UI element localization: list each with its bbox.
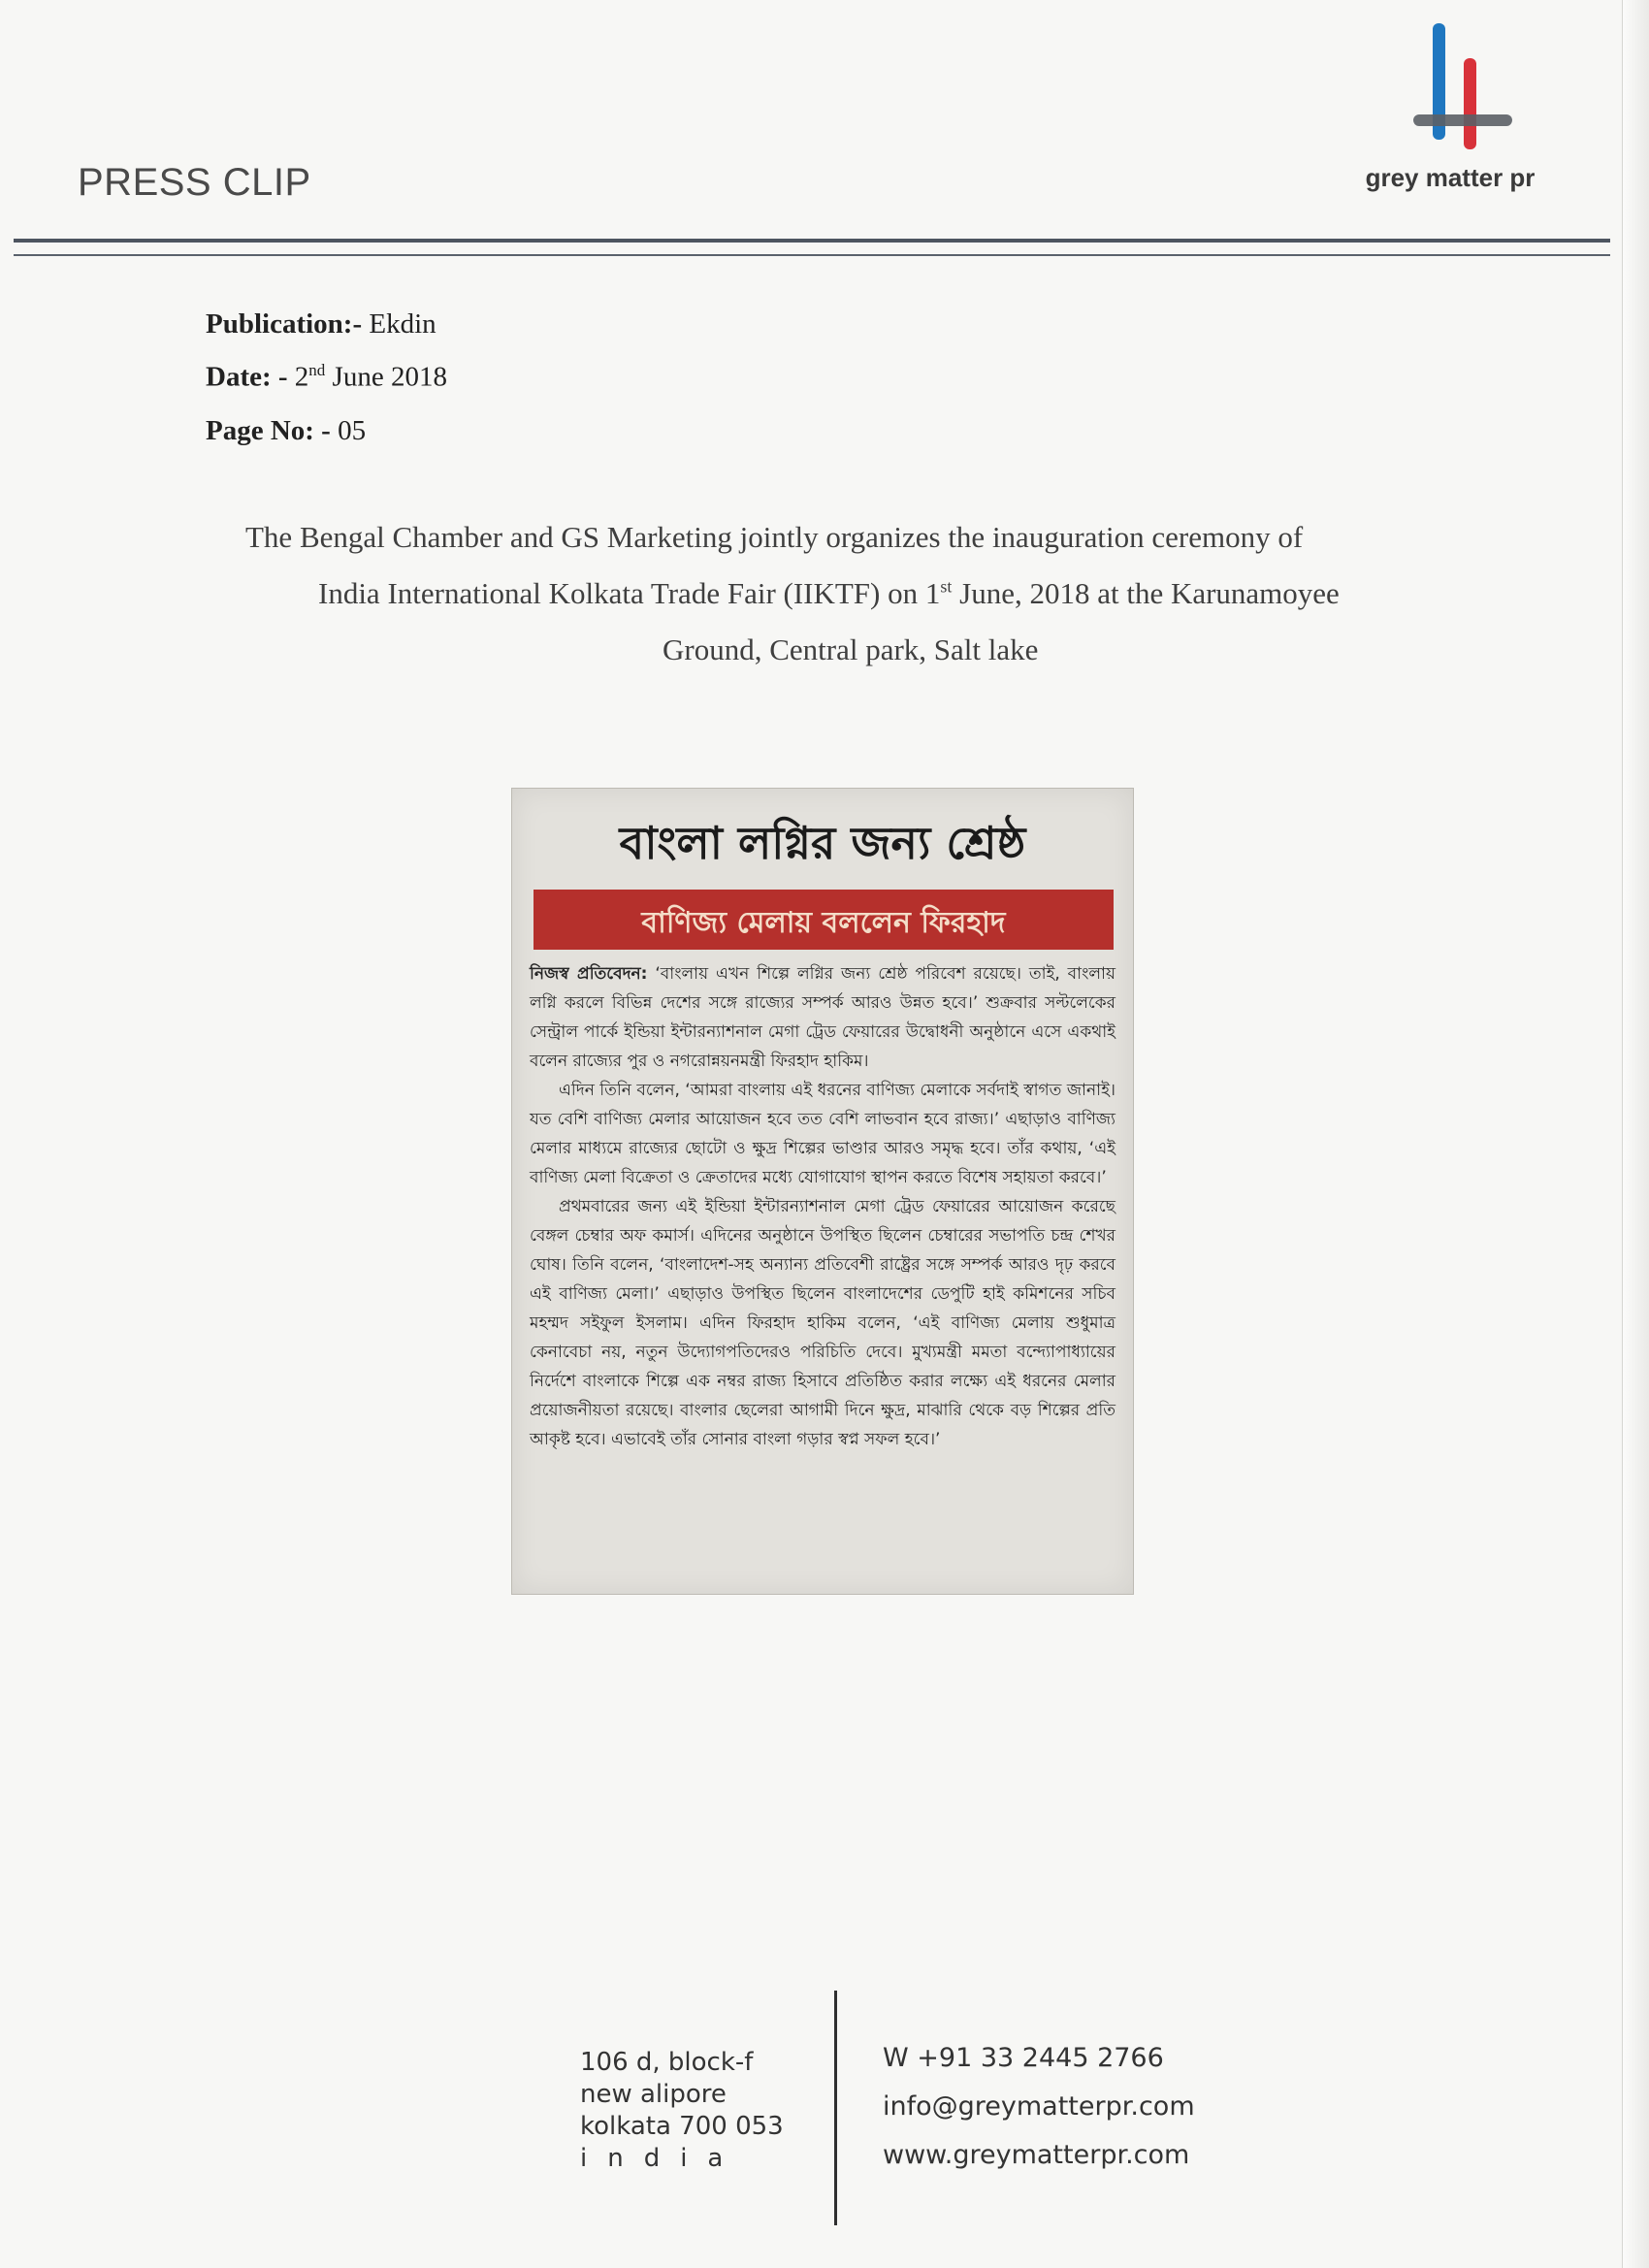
address-country: india xyxy=(580,2144,744,2173)
clipping-paragraph: এদিন তিনি বলেন, ‘আমরা বাংলায় এই ধরনের বাণিজ্য মেলাকে সর্বদাই স্বাগত জানাই। যত বেশি বাণিজ্য মেলার আয়োজন হবে তত বেশি লাভবান হবে রাজ্য।’ এছাড়াও বাণিজ্য মেলার মাধ্যমে রাজ্যের ছোটো ও ক্ষুদ্র শিল্পের ভাণ্ডার আরও সমৃদ্ধ হবে। তাঁর কথায়, ‘এই বাণিজ্য মেলা বিক্রেতা ও ক্রেতাদের মধ্যে যোগাযোগ স্থাপন করতে বিশেষ সহায়তা করবে।’ xyxy=(530,1081,1116,1187)
newspaper-clipping xyxy=(511,788,1134,1595)
page-edge xyxy=(1622,0,1649,2268)
clipping-subheadline-banner xyxy=(534,890,1114,950)
publication-label: Publication:- xyxy=(206,308,363,340)
publication-value: Ekdin xyxy=(369,308,436,340)
page-number-line xyxy=(206,415,366,447)
clipping-body xyxy=(530,959,1116,1454)
footer-divider xyxy=(834,1991,837,2225)
header-rule-thin xyxy=(14,254,1610,256)
clipping-paragraph xyxy=(530,959,1116,1076)
header-rule xyxy=(14,239,1610,243)
clipping-subheadline: বাণিজ্য মেলায় বললেন ফিরহাদ xyxy=(641,906,1006,940)
company-logo xyxy=(1353,19,1547,194)
address-line: kolkata 700 053 xyxy=(580,2112,784,2141)
contact-email[interactable]: info@greymatterpr.com xyxy=(883,2091,1195,2122)
footer-contact xyxy=(883,2043,1195,2188)
press-clip-label: PRESS CLIP xyxy=(78,161,311,204)
date-rest: June 2018 xyxy=(332,361,447,393)
description-line-2-post: June, 2018 at the Karunamoyee xyxy=(959,576,1340,610)
description-line-2 xyxy=(318,576,1340,611)
clipping-paragraph-1-text: ‘বাংলায় এখন শিল্পে লগ্নির জন্য শ্রেষ্ঠ পরিবেশ রয়েছে। তাই, বাংলায় লগ্নি করলে বিভিন্ন দেশের সঙ্গে রাজ্যের সম্পর্ক আরও উন্নত হবে।’ শুক্রবার সল্টলেকের সেন্ট্রাল পার্কে ইন্ডিয়া ইন্টারন্যাশনাল মেগা ট্রেড ফেয়ারের উদ্বোধনী অনুষ্ঠানে এসে একথাই বলেন রাজ্যের পুর ও নগরোন্নয়নমন্ত্রী ফিরহাদ হাকিম। xyxy=(530,964,1116,1071)
date-line xyxy=(206,361,447,394)
address-line: 106 d, block-f xyxy=(580,2048,754,2077)
page-label: Page No: - xyxy=(206,415,331,446)
logo-mark-icon xyxy=(1382,19,1518,165)
address-line: new alipore xyxy=(580,2080,727,2109)
footer-address xyxy=(580,2047,784,2175)
logo-text: grey matter pr xyxy=(1365,163,1536,192)
page-value: 05 xyxy=(338,415,367,446)
contact-website[interactable]: www.greymatterpr.com xyxy=(883,2140,1190,2170)
description-line-2-sup: st xyxy=(940,576,953,597)
date-label: Date: - xyxy=(206,361,288,393)
date-day: 2 xyxy=(294,361,309,393)
clipping-byline: নিজস্ব প্রতিবেদন: xyxy=(530,964,648,984)
description-line-1: The Bengal Chamber and GS Marketing jointly organizes the inauguration ceremony of xyxy=(245,520,1304,554)
publication-line xyxy=(206,308,436,340)
clipping-paragraph: প্রথমবারের জন্য এই ইন্ডিয়া ইন্টারন্যাশনাল মেগা ট্রেড ফেয়ারের আয়োজন করেছে বেঙ্গল চেম্বার অফ কমার্স। এদিনের অনুষ্ঠানে উপস্থিত ছিলেন চেম্বারের সভাপতি চন্দ্র শেখর ঘোষ। তিনি বলেন, ‘বাংলাদেশ-সহ অন্যান্য প্রতিবেশী রাষ্ট্রের সঙ্গে সম্পর্ক আরও দৃঢ় করবে এই বাণিজ্য মেলা।’ এছাড়াও উপস্থিত ছিলেন বাংলাদেশের ডেপুটি হাই কমিশনের সচিব মহম্মদ সইফুল ইসলাম। এদিন ফিরহাদ হাকিম বলেন, ‘এই বাণিজ্য মেলায় শুধুমাত্র কেনাবেচা নয়, নতুন উদ্যোগপতিদেরও পরিচিতি দেবে। মুখ্যমন্ত্রী মমতা বন্দ্যোপাধ্যায়ের নির্দেশে বাংলাকে শিল্পে এক নম্বর রাজ্য হিসাবে প্রতিষ্ঠিত করার লক্ষ্যে এই ধরনের মেলার প্রয়োজনীয়তা রয়েছে। বাংলার ছেলেরা আগামী দিনে ক্ষুদ্র, মাঝারি থেকে বড় শিল্পের প্রতি আকৃষ্ট হবে। এভাবেই তাঁর সোনার বাংলা গড়ার স্বপ্ন সফল হবে।’ xyxy=(530,1197,1116,1449)
date-suffix: nd xyxy=(308,361,326,379)
description-line-2-pre: India International Kolkata Trade Fair (IIKTF) on 1 xyxy=(318,576,941,610)
logo-grey-stroke xyxy=(1413,114,1512,126)
logo-red-bar xyxy=(1464,58,1476,149)
contact-phone: W +91 33 2445 2766 xyxy=(883,2043,1164,2073)
clipping-headline: বাংলা লগ্নির জন্য শ্রেষ্ঠ xyxy=(619,817,1026,869)
description-line-3: Ground, Central park, Salt lake xyxy=(663,632,1039,666)
